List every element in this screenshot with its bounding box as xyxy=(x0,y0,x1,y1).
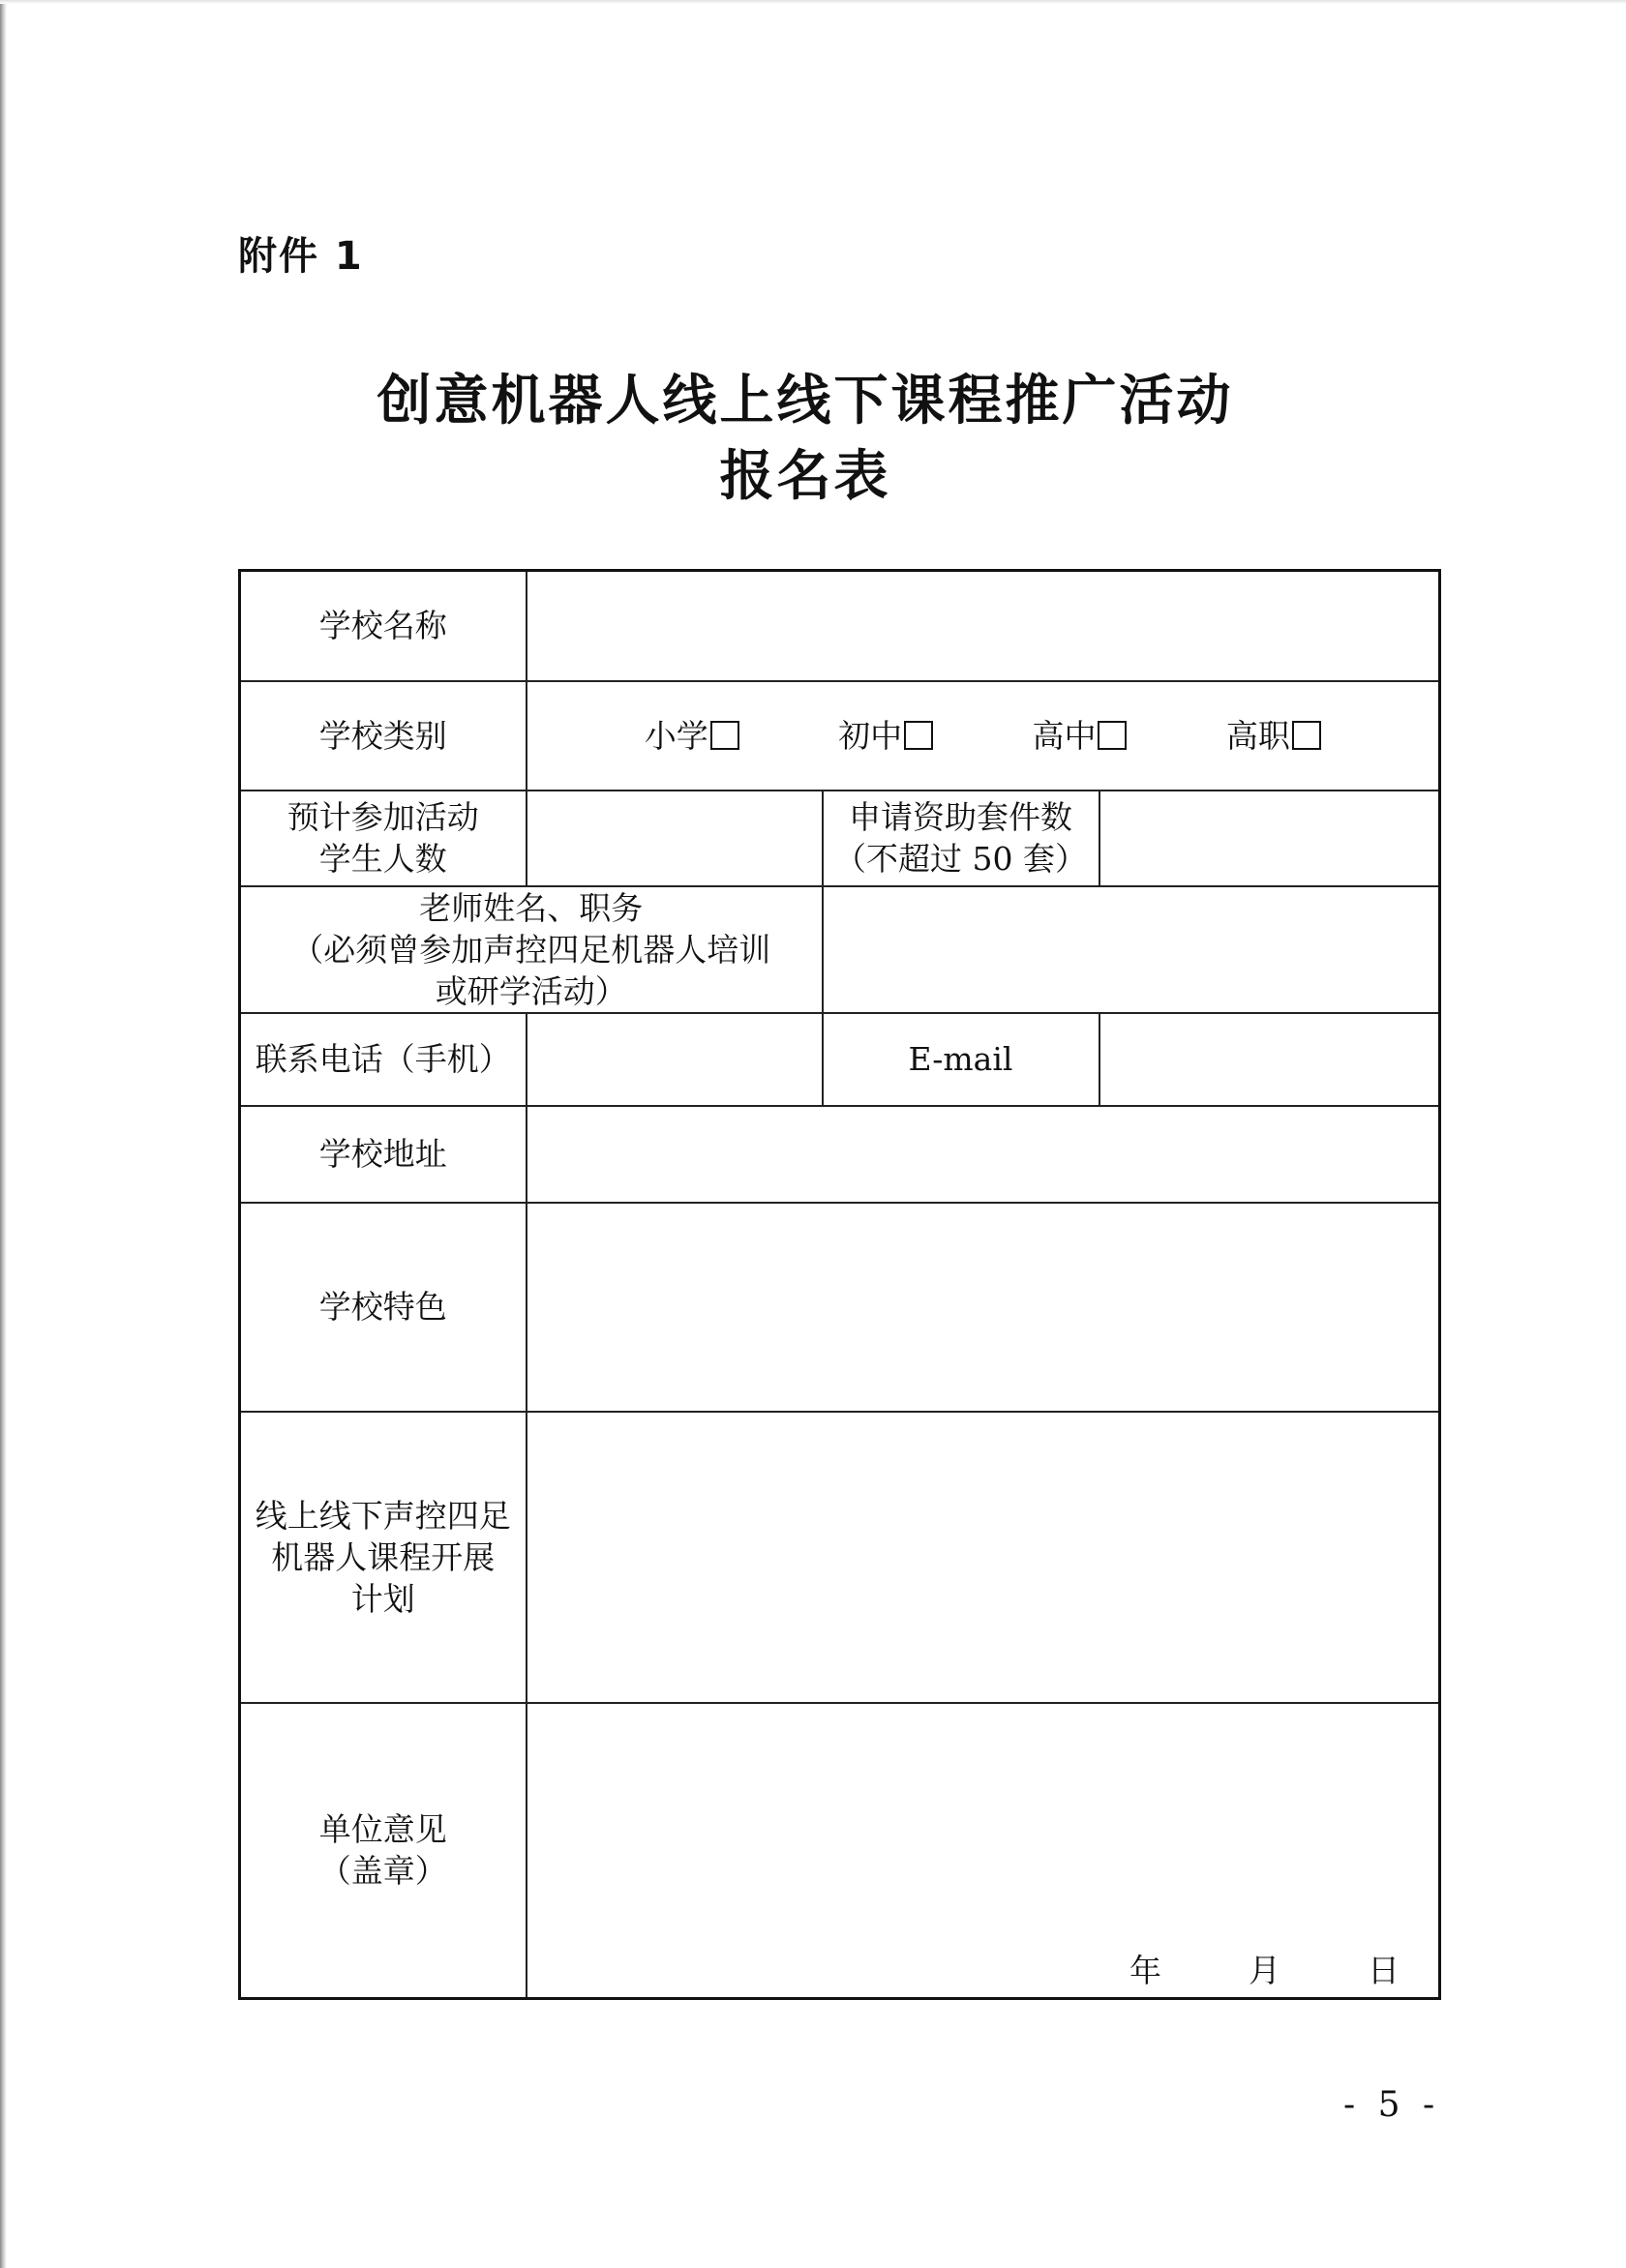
email-field[interactable] xyxy=(1099,1013,1440,1106)
row-students-kits xyxy=(240,791,1440,886)
plan-label-line2: 机器人课程开展 xyxy=(271,1537,496,1576)
school-type-label: 学校类别 xyxy=(240,681,527,791)
option-vocational-label: 高职 xyxy=(1225,716,1290,755)
option-junior-label: 初中 xyxy=(838,716,903,755)
row-opinion xyxy=(240,1703,1440,1999)
opinion-field[interactable] xyxy=(527,1703,1440,1999)
address-field[interactable] xyxy=(527,1106,1440,1203)
school-name-label: 学校名称 xyxy=(240,571,527,681)
students-field[interactable] xyxy=(527,791,823,886)
option-senior[interactable] xyxy=(1032,715,1127,757)
opinion-label xyxy=(240,1703,527,1999)
row-teacher xyxy=(240,886,1440,1013)
teacher-label-line3: 或研学活动） xyxy=(435,971,627,1010)
email-label: E-mail xyxy=(823,1013,1099,1106)
attachment-label: 附件 1 xyxy=(238,234,364,279)
students-label xyxy=(240,791,527,886)
row-features xyxy=(240,1203,1440,1412)
option-senior-label: 高中 xyxy=(1032,716,1097,755)
date-day: 日 xyxy=(1368,1952,1400,1989)
plan-label-line3: 计划 xyxy=(350,1579,415,1618)
teacher-field[interactable] xyxy=(823,886,1440,1013)
school-name-field[interactable] xyxy=(527,571,1440,681)
checkbox-primary[interactable] xyxy=(710,721,739,750)
row-school-type xyxy=(240,681,1440,791)
checkbox-vocational[interactable] xyxy=(1292,721,1321,750)
opinion-label-line2: （盖章） xyxy=(318,1852,447,1891)
phone-label: 联系电话（手机） xyxy=(240,1013,527,1106)
form-title-line1: 创意机器人线上线下课程推广活动 xyxy=(376,370,1234,433)
plan-label-line1: 线上线下声控四足 xyxy=(255,1496,511,1535)
page-number: - 5 - xyxy=(1343,2085,1441,2125)
date-month: 月 xyxy=(1249,1952,1281,1989)
scan-edge-top xyxy=(0,0,1626,4)
row-contact xyxy=(240,1013,1440,1106)
row-school-name xyxy=(240,571,1440,681)
kits-field[interactable] xyxy=(1099,791,1440,886)
scan-edge xyxy=(0,0,7,2268)
students-label-line1: 预计参加活动 xyxy=(286,798,479,836)
row-address xyxy=(240,1106,1440,1203)
registration-form-table xyxy=(238,569,1441,2000)
plan-field[interactable] xyxy=(527,1412,1440,1703)
teacher-label-line2: （必须曾参加声控四足机器人培训 xyxy=(291,930,771,969)
features-label: 学校特色 xyxy=(240,1203,527,1412)
teacher-label xyxy=(240,886,823,1013)
checkbox-senior[interactable] xyxy=(1098,721,1127,750)
option-vocational[interactable] xyxy=(1226,715,1321,757)
date-line xyxy=(1042,1950,1400,1991)
plan-label xyxy=(240,1412,527,1703)
teacher-label-line1: 老师姓名、职务 xyxy=(419,888,644,927)
school-type-field xyxy=(527,681,1440,791)
features-field[interactable] xyxy=(527,1203,1440,1412)
option-junior[interactable] xyxy=(838,715,933,757)
address-label: 学校地址 xyxy=(240,1106,527,1203)
option-primary[interactable] xyxy=(645,715,739,757)
kits-label-line2: （不超过 50 套） xyxy=(834,840,1087,878)
row-plan xyxy=(240,1412,1440,1703)
date-year: 年 xyxy=(1129,1952,1162,1989)
option-primary-label: 小学 xyxy=(644,716,708,755)
students-label-line2: 学生人数 xyxy=(318,840,447,878)
checkbox-junior[interactable] xyxy=(904,721,933,750)
kits-label xyxy=(823,791,1099,886)
kits-label-line1: 申请资助套件数 xyxy=(849,798,1072,836)
phone-field[interactable] xyxy=(527,1013,823,1106)
opinion-label-line1: 单位意见 xyxy=(318,1810,447,1849)
form-title-line2: 报名表 xyxy=(719,445,891,508)
